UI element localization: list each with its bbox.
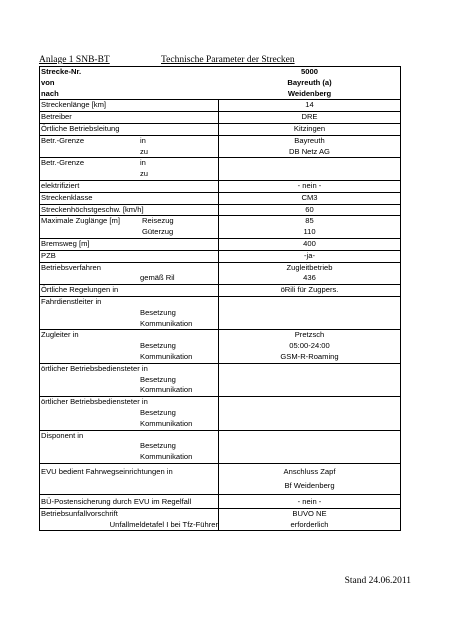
betr-grenze-zu-label: zu (140, 146, 149, 156)
table-row (40, 112, 401, 124)
table-row (40, 408, 401, 419)
von-label: von (41, 77, 55, 87)
betr-grenze-in-value: Bayreuth (294, 135, 325, 145)
table-row (40, 385, 401, 397)
betriebsbediensteter-label: örtlicher Betriebsbediensteter in (41, 363, 148, 373)
betriebsverfahren-value: Zugleitbetrieb (286, 262, 333, 272)
table-row (40, 216, 401, 227)
streckenlaenge-value: 14 (305, 100, 314, 110)
zugleiter-kommunikation-label: Kommunikation (140, 351, 193, 361)
gemaess-ril-label: gemäß Ril (140, 273, 175, 283)
elektrifiziert-value: - nein - (297, 180, 322, 190)
bremsweg-value: 400 (303, 238, 316, 248)
table-row (40, 169, 401, 181)
hoechstgeschw-value: 60 (305, 204, 314, 214)
table-row (40, 136, 401, 147)
meldetafel-label: Unfallmeldetafel I bei Tfz-Führer (109, 519, 218, 529)
betriebsverfahren-label: Betriebsverfahren (41, 262, 101, 272)
streckenklasse-value: CM3 (301, 192, 318, 202)
betriebsbediensteter-2-label: örtlicher Betriebsbediensteter in (41, 397, 148, 407)
elektrifiziert-label: elektrifiziert (41, 180, 80, 190)
bue-label: BÜ-Postensicherung durch EVU im Regelfall (41, 496, 192, 506)
table-row (40, 251, 401, 263)
table-row (40, 364, 401, 375)
table-row (40, 341, 401, 352)
document-title: Technische Parameter der Strecken (161, 55, 295, 65)
unfall-label: Betriebsunfallvorschrift (41, 508, 118, 518)
disponent-kommunikation-label: Kommunikation (140, 452, 193, 462)
table-row (40, 181, 401, 193)
page-header (39, 55, 439, 66)
oertliche-regelungen-value: öRili für Zugpers. (280, 285, 339, 295)
betr-grenze-2-label: Betr.-Grenze (41, 158, 85, 168)
strecke-nr-value: 5000 (301, 67, 318, 76)
reisezug-label: Reisezug (142, 216, 174, 226)
zugleiter-label: Zugleiter in (41, 330, 79, 340)
oertliche-betriebsleitung-label: Örtliche Betriebsleitung (41, 123, 120, 133)
evu-value-1: Anschluss Zapf (283, 466, 336, 476)
table-row (40, 227, 401, 239)
table-row (40, 124, 401, 136)
fahrdienstleiter-kommunikation-label: Kommunikation (140, 318, 193, 328)
table-row (40, 375, 401, 386)
evu-value-2: Bf Weidenberg (284, 480, 335, 490)
zuglaenge-label: Maximale Zuglänge [m] (41, 216, 120, 226)
pzb-label: PZB (41, 250, 56, 260)
betriebsbediensteter-kommunikation-label: Kommunikation (140, 385, 193, 395)
table-row (40, 419, 401, 431)
zugleiter-value: Pretzsch (294, 330, 325, 340)
betr-grenze-2-zu-label: zu (140, 169, 149, 179)
hoechstgeschw-label: Streckenhöchstgeschw. [km/h] (41, 204, 144, 214)
nach-label: nach (41, 88, 59, 98)
nach-value: Weidenberg (287, 88, 332, 98)
table-row (40, 239, 401, 251)
table-row (40, 308, 401, 319)
table-row (40, 330, 401, 341)
fahrdienstleiter-besetzung-label: Besetzung (140, 307, 176, 317)
reisezug-value: 85 (305, 216, 314, 226)
betr-grenze-2-in-label: in (140, 158, 146, 168)
table-row (40, 464, 401, 479)
table-row (40, 479, 401, 495)
table-row (40, 509, 401, 520)
bremsweg-label: Bremsweg [m] (41, 238, 90, 248)
unfall-value: BUVO NE (292, 508, 327, 518)
zugleiter-kommunikation-value: GSM-R-Roaming (280, 351, 339, 361)
betreiber-label: Betreiber (41, 112, 72, 122)
table-row (40, 158, 401, 169)
betreiber-value: DRE (301, 112, 318, 122)
gemaess-ril-value: 436 (303, 273, 316, 283)
betr-grenze-zu-value: DB Netz AG (289, 146, 330, 156)
document-annex-label: Anlage 1 SNB-BT (39, 55, 110, 65)
pzb-value: -ja- (304, 250, 315, 260)
oertliche-regelungen-label: Örtliche Regelungen in (41, 285, 119, 295)
table-row (40, 452, 401, 464)
betriebsbediensteter-2-besetzung-label: Besetzung (140, 407, 176, 417)
oertliche-betriebsleitung-value: Kitzingen (293, 123, 326, 133)
table-row (40, 193, 401, 205)
table-row (40, 100, 401, 112)
table-row (40, 431, 401, 442)
table-row (40, 78, 401, 89)
evu-label: EVU bedient Fahrwegseinrichtungen in (41, 466, 173, 476)
fahrdienstleiter-label: Fahrdienstleiter in (41, 296, 102, 306)
table-row (40, 441, 401, 452)
meldetafel-value: erforderlich (290, 519, 329, 529)
table-row (40, 285, 401, 297)
strecke-nr-label: Strecke-Nr. (41, 67, 82, 76)
disponent-label: Disponent in (41, 430, 84, 440)
betriebsbediensteter-besetzung-label: Besetzung (140, 374, 176, 384)
table-row (40, 397, 401, 408)
table-row (40, 495, 401, 509)
bue-value: - nein - (297, 496, 322, 506)
streckenklasse-label: Streckenklasse (41, 192, 93, 202)
betriebsbediensteter-2-kommunikation-label: Kommunikation (140, 418, 193, 428)
stand-date: Stand 24.06.2011 (344, 576, 411, 586)
disponent-besetzung-label: Besetzung (140, 441, 176, 451)
table-row (40, 319, 401, 331)
table-row (40, 352, 401, 364)
table-row (40, 297, 401, 308)
gueterzug-value: 110 (303, 227, 316, 237)
table-row (40, 67, 401, 78)
parameter-table (39, 66, 401, 531)
betr-grenze-label: Betr.-Grenze (41, 135, 85, 145)
streckenlaenge-label: Streckenlänge [km] (41, 100, 106, 110)
betr-grenze-in-label: in (140, 135, 146, 145)
table-row (40, 263, 401, 274)
table-row (40, 273, 401, 285)
table-row (40, 205, 401, 217)
table-row (40, 89, 401, 101)
table-row (40, 520, 401, 532)
table-row (40, 147, 401, 159)
gueterzug-label: Güterzug (142, 227, 174, 237)
zugleiter-besetzung-value: 05:00-24:00 (289, 341, 330, 351)
zugleiter-besetzung-label: Besetzung (140, 341, 176, 351)
von-value: Bayreuth (a) (287, 77, 332, 87)
